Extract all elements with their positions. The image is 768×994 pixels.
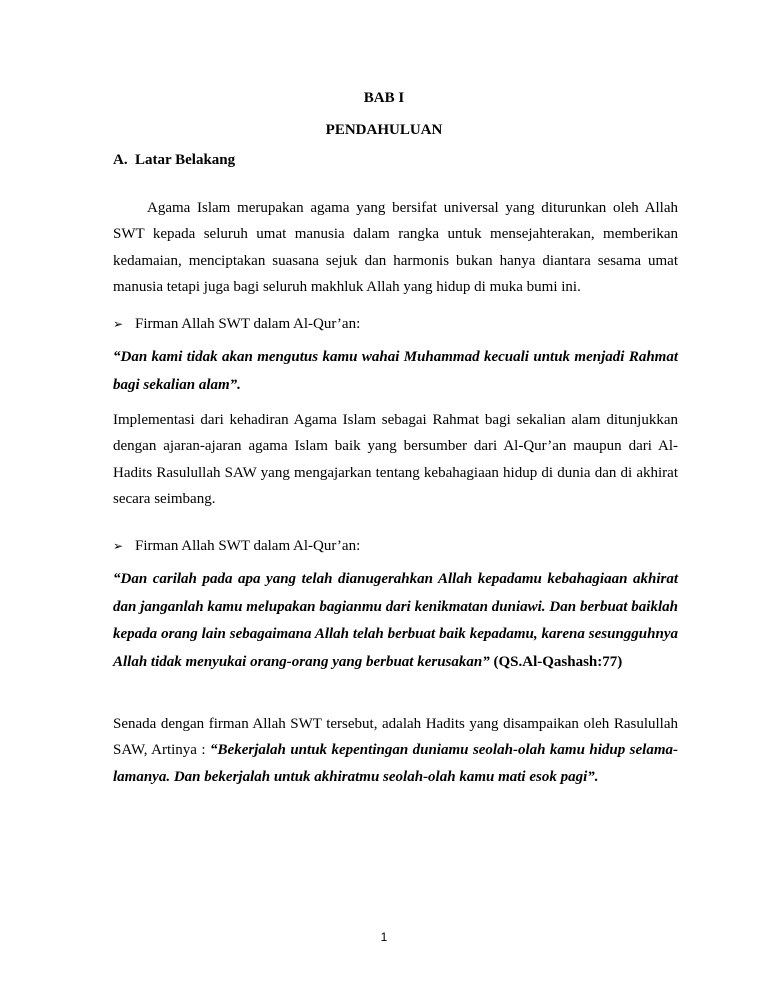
- bullet-item-firman-1: [113, 311, 360, 337]
- quote-qashash: [113, 566, 678, 676]
- paragraph-hadits: [113, 711, 678, 790]
- section-number: A.: [113, 152, 128, 168]
- bullet-text: Firman Allah SWT dalam Al-Qur’an:: [135, 316, 361, 332]
- quote-rahmat: “Dan kami tidak akan mengutus kamu wahai Muhammad kecuali untuk menjadi Rahmat bagi sekalian alam”.: [113, 349, 678, 393]
- paragraph-implementasi: Implementasi dari kehadiran Agama Islam sebagai Rahmat bagi sekalian alam ditunjukkan dengan ajaran-ajaran agama Islam baik yang bersumber dari Al-Qur’an maupun dari Al-Hadits Rasulullah SAW yang mengajarkan tentang kebahagiaan hidup di dunia dan di akhirat secara seimbang.: [113, 412, 678, 508]
- bullet-item-firman-2: [113, 533, 360, 559]
- page-number: 1: [380, 930, 388, 944]
- arrow-bullet-icon: ➢: [113, 539, 124, 553]
- hadits-quote: “Bekerjalah untuk kepentingan duniamu seolah-olah kamu hidup selama-lamanya. Dan bekerjalah untuk akhiratmu seolah-olah kamu mati esok pagi”.: [113, 742, 679, 785]
- section-heading: [113, 151, 235, 169]
- paragraph-intro: Agama Islam merupakan agama yang bersifat universal yang diturunkan oleh Allah SWT kepada seluruh umat manusia dalam rangka untuk mensejahterakan, memberikan kedamaian, menciptakan suasana sejuk dan harmonis bukan hanya diantara sesama umat manusia tetapi juga bagi seluruh makhluk Allah yang hidup di muka bumi ini.: [113, 200, 678, 296]
- hadits-lead-text: Senada dengan firman Allah SWT tersebut, adalah Hadits yang disampaikan oleh Rasulullah SAW, Artinya :: [113, 716, 678, 759]
- quote-qashash-text: “Dan carilah pada apa yang telah dianugerahkan Allah kepadamu kebahagiaan akhirat dan janganlah kamu melupakan bagianmu dari kenikmatan duniawi. Dan berbuat baiklah kepada orang lain sebagaimana Allah telah berbuat baik kepadamu, karena sesungguhnya Allah tidak menyukai orang-orang yang berbuat kerusakan”: [113, 571, 678, 670]
- section-title: Latar Belakang: [135, 152, 236, 168]
- chapter-title: PENDAHULUAN: [325, 122, 443, 138]
- quote-reference: (QS.Al-Qashash:77): [493, 653, 623, 670]
- bullet-text: Firman Allah SWT dalam Al-Qur’an:: [135, 538, 361, 554]
- chapter-number: BAB I: [363, 90, 405, 106]
- arrow-bullet-icon: ➢: [113, 317, 124, 331]
